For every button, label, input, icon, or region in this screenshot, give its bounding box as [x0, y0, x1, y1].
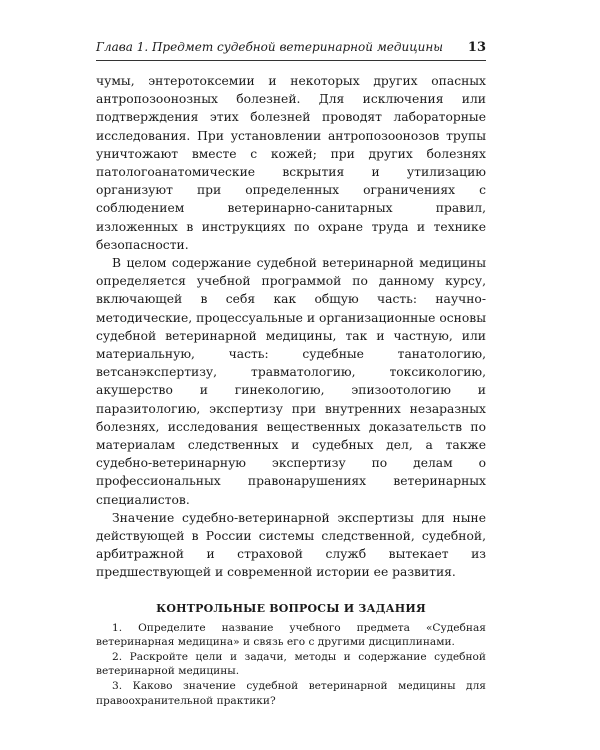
page-body	[96, 72, 486, 708]
running-header	[96, 40, 486, 61]
review-questions-list	[96, 621, 486, 709]
review-questions-heading: КОНТРОЛЬНЫЕ ВОПРОСЫ И ЗАДАНИЯ	[156, 601, 426, 615]
question-item: 1. Определите название учебного предмета «Судебная ветеринарная медицина» и связь его с другими дисциплинами.	[96, 621, 486, 649]
chapter-running-title: Глава 1. Предмет судебной ветеринарной медицины	[96, 40, 443, 54]
question-item: 3. Каково значение судебной ветеринарной медицины для правоохранительной практики?	[96, 680, 486, 707]
book-page	[96, 40, 486, 708]
paragraph-course-content: В целом содержание судебной ветеринарной медицины определяется учебной программой по данному курсу, включающей в себя как общую часть: научно-методические, процессуальные и организационные основы судебной ветеринарной медицины, так и частную, или материальную, часть: судебные танатологию, ветсанэкспертизу, травматологию, токсикологию, акушерство и гинекологию, эпизоотологию и паразитологию, экспертизу при внутренних незаразных болезнях, исследования вещественных доказательств по материалам следственных и судебных дел, а также судебно-ветеринарную экспертизу по делам о профессиональных правонарушениях ветеринарных специалистов.	[96, 256, 486, 507]
question-item: 2. Раскройте цели и задачи, методы и содержание судебной ветеринарной медицины.	[96, 650, 486, 678]
paragraph-expertise-significance: Значение судебно-ветеринарной экспертизы для ныне действующей в России системы следственной, судебной, арбитражной и страховой служб вытекает из предшествующей и современной истории ее развития.	[96, 510, 486, 580]
paragraph-continued: чумы, энтеротоксемии и некоторых других опасных антропозоонозных болезней. Для исключения или подтверждения этих болезней проводят лабораторные исследования. При установлении антропозоонозов трупы уничтожают вместе с кожей; при других болезнях патологоанатомические вскрытия и утилизацию организуют при определенных ограничениях с соблюдением ветеринарно-санитарных правил, изложенных в инструкциях по охране труда и технике безопасности.	[96, 74, 486, 252]
page-number: 13	[467, 40, 486, 55]
